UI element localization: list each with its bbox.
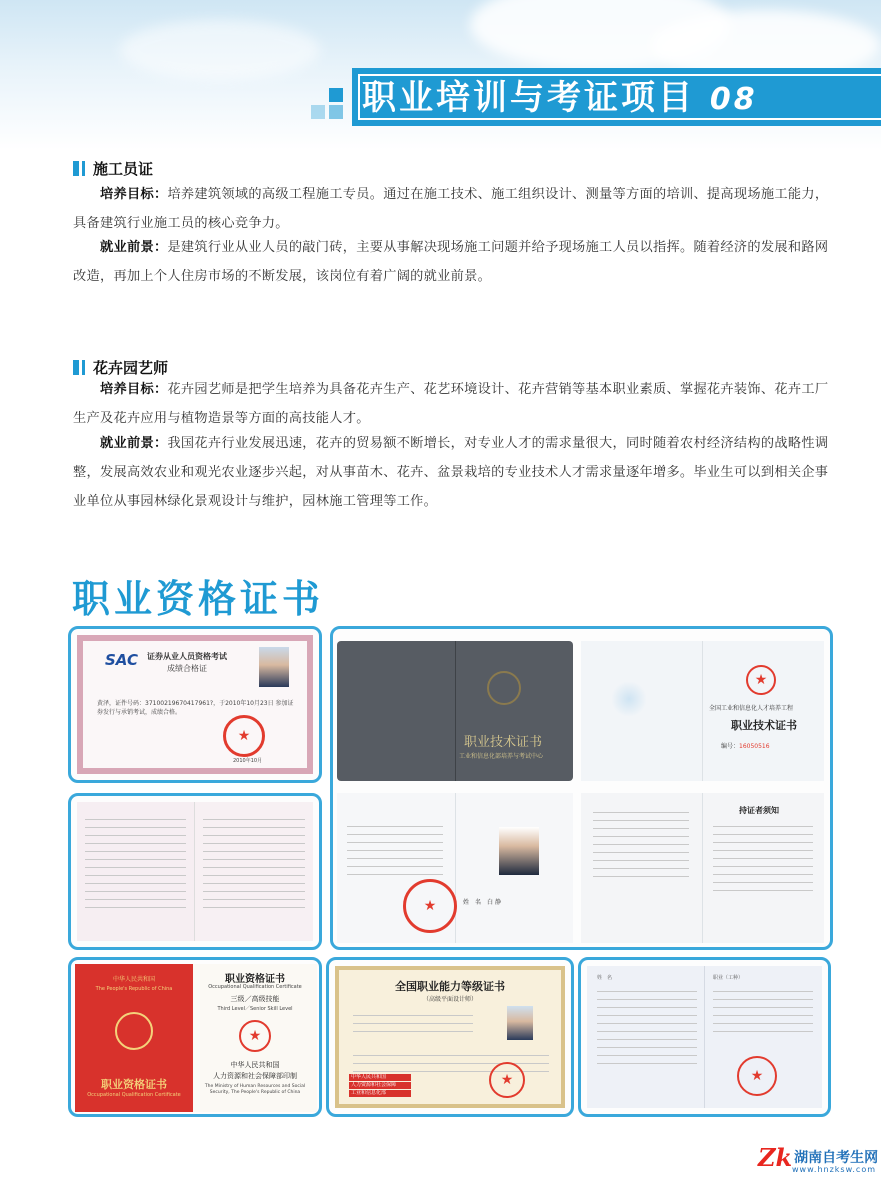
site-url: www.hnzksw.com: [792, 1165, 877, 1174]
tech-inner-title: 职业技术证书: [731, 719, 797, 732]
watermark-icon: [611, 681, 647, 717]
site-logo[interactable]: [758, 1142, 879, 1174]
occ-cover-en: Occupational Qualification Certificate: [87, 1092, 181, 1098]
logo-mark: Zk: [758, 1142, 793, 1172]
national-emblem-icon: [746, 665, 776, 695]
goal-label: 培养目标：: [100, 187, 168, 202]
section-heading-text: 施工员证: [93, 160, 154, 178]
goal-text: 培养建筑领域的高级工程施工专员。通过在施工技术、施工组织设计、测量等方面的培训、提高现场施工能力，具备建筑行业施工员的核心竞争力。: [73, 187, 829, 231]
ability-certificate-card: [326, 957, 574, 1117]
grade-title: 职业（工种）: [713, 975, 744, 981]
sac-subtitle: 成绩合格证: [167, 664, 207, 673]
sac-title: 证券从业人员资格考试: [147, 652, 227, 661]
page-number: 08: [709, 82, 758, 117]
national-emblem-icon: [239, 1020, 271, 1052]
section-heading-text: 花卉园艺师: [93, 359, 169, 377]
tech-name-label: 姓 名: [463, 899, 482, 906]
occ-title-en: Occupational Qualification Certificate: [208, 984, 302, 990]
prospect-label: 就业前景：: [100, 240, 168, 255]
red-seal-icon: [223, 715, 265, 757]
section-paragraph: [73, 375, 829, 433]
occ-issuer: 中华人民共和国: [230, 1061, 280, 1069]
tech-cover-org: 工业和信息化部培养与考试中心: [459, 753, 544, 760]
occupational-certificate-card: [68, 957, 322, 1117]
sac-certificate-card: [68, 626, 322, 783]
occ-cover-title: 职业资格证书: [101, 1078, 167, 1091]
photo: [259, 647, 289, 687]
ability-orgs: [349, 1074, 411, 1097]
site-name: 湖南自考生网: [794, 1150, 879, 1166]
occ-issuer2: 人力资源和社会保障部印制: [213, 1072, 297, 1080]
occ-issuer-en: The Ministry of Human Resources and Social Security, The People's Republic of China: [204, 1084, 306, 1095]
ability-org2: 人力资源和社会保障: [349, 1082, 411, 1089]
grade-name-label: 姓 名: [597, 975, 613, 981]
ability-title: 全国职业能力等级证书: [395, 980, 505, 993]
photo: [499, 827, 539, 875]
section-heading: [73, 158, 153, 180]
decor-square: [329, 88, 343, 102]
photo: [507, 1006, 533, 1040]
red-seal-icon: [489, 1062, 525, 1098]
prospect-text: 我国花卉行业发展迅速，花卉的贸易额不断增长，对专业人才的需求量很大，同时随着农村经济结构的战略性调整，发展高效农业和观光农业逐步兴起，对从事苗木、花卉、盆景栽培的专业技术人才需求量逐年增多。毕业生可以到相关企事业单位从事园林绿化景观设计与维护，园林施工管理等工作。: [73, 436, 829, 509]
page-title: [362, 74, 758, 122]
tech-inner-no-label: 编号：: [721, 743, 740, 750]
occ-title: 职业资格证书: [225, 974, 285, 985]
tech-notice-title: 持证者须知: [739, 806, 779, 815]
decor-square: [329, 105, 343, 119]
occ-level-en: Third Level／Senior Skill Level: [217, 1006, 293, 1012]
red-seal-icon: [403, 879, 457, 933]
section-paragraph: [73, 429, 829, 516]
tech-cover-title: 职业技术证书: [464, 735, 543, 750]
tech-name: [463, 897, 501, 906]
goal-label: 培养目标：: [100, 382, 168, 397]
occ-level: 三级／高级技能: [230, 995, 280, 1003]
skill-certificate-card: [68, 793, 322, 950]
ability-subtitle: （高级平面设计师）: [422, 996, 477, 1003]
sac-logo: SAC: [105, 651, 138, 669]
section-paragraph: [73, 180, 829, 238]
sac-body: 黄泽，证件号码：37100219670417961?，于2010年10月23日 参加证券发行与承销考试，成绩合格。: [97, 700, 294, 716]
tech-certificate-card: [330, 626, 833, 950]
red-seal-icon: [737, 1056, 777, 1096]
national-emblem-icon: [115, 1012, 153, 1050]
tech-inner-no: [721, 741, 770, 750]
page-title-text: 职业培训与考证项目: [362, 78, 695, 118]
section-paragraph: [73, 233, 829, 291]
emblem-icon: [487, 671, 521, 705]
decor-square: [311, 105, 325, 119]
tech-inner-org: 全国工业和信息化人才培养工程: [709, 705, 794, 712]
ability-org3: 工业和信息化部: [349, 1090, 411, 1097]
grade-certificate-card: [578, 957, 831, 1117]
tech-name-value: 白 静: [487, 899, 501, 906]
ability-org1: 中华人民共和国: [349, 1074, 411, 1081]
occ-country: 中华人民共和国: [112, 976, 155, 983]
occ-country-en: The People's Republic of China: [95, 986, 173, 992]
prospect-text: 是建筑行业从业人员的敲门砖，主要从事解决现场施工问题并给予现场施工人员以指挥。随着经济的发展和路网改造，再加上个人住房市场的不断发展，该岗位有着广阔的就业前景。: [73, 240, 829, 284]
certificates-heading: 职业资格证书: [72, 576, 325, 621]
goal-text: 花卉园艺师是把学生培养为具备花卉生产、花艺环境设计、花卉营销等基本职业素质、掌握花卉装饰、花卉工厂生产及花卉应用与植物造景等方面的高技能人才。: [73, 382, 829, 426]
prospect-label: 就业前景：: [100, 436, 168, 451]
tech-inner-no-value: 16050516: [739, 743, 770, 750]
sac-footer: 2010年10月: [233, 758, 263, 764]
cloud-decoration: [120, 20, 320, 80]
